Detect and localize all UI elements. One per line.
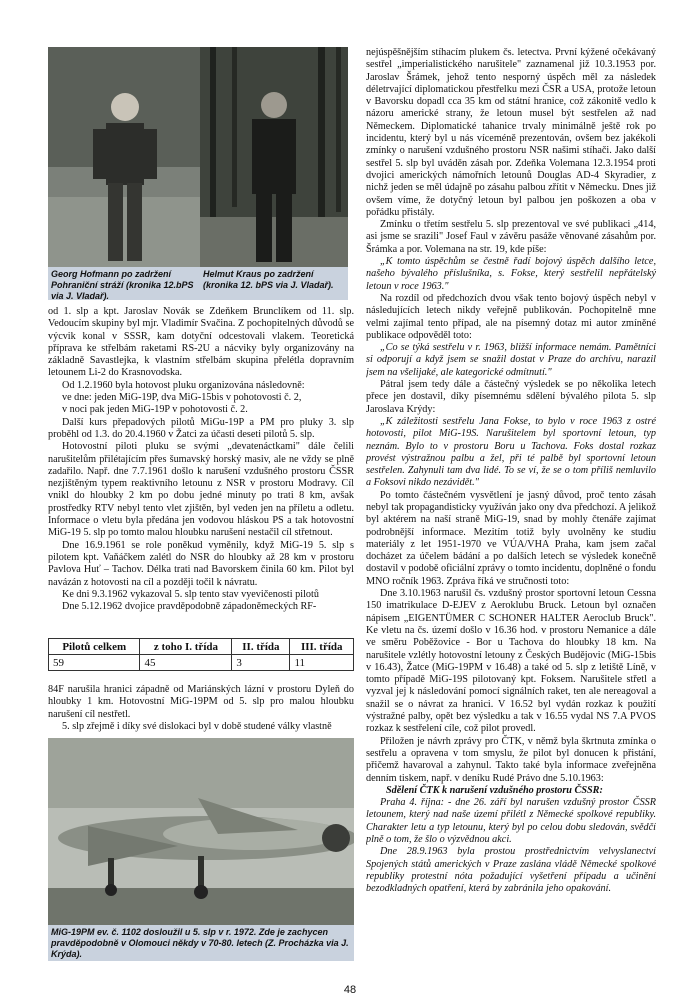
quote: Praha 4. října: - dne 26. září byl narušen vzdušný prostor ČSSR letounem, který nad naše území přilétl z Německé spolkové republiky. Charakter letu a typ letounu, který byl po celou dobu sledován, svědčí plně o tom, že šlo o výzvědnou akci. bbox=[366, 797, 656, 845]
photo-helmut-kraus bbox=[200, 47, 348, 267]
paragraph: Po tomto částečném vysvětlení je jasný důvod, proč tento zásah nebyl tak propagandisticky využíván jako ony dva předchozí. A jelikož byl aktérem na naší straně MiG-19, snad by mohly čtenáře zajímat podrobnější informace. Mezitím totiž byly uvolněny ke studiu materiály z let 1951-1970 ve VÚA/VHA Praha, kam jsem začal docházet za účelem bádání a po dalších letech se výsledek konečně dostavil v podobě oficiální zprávy o tomto incidentu, doplněné o fondu MNO ročník 1963. Zpráva říká ve stručnosti toto: bbox=[366, 489, 656, 587]
table-cell: 3 bbox=[232, 655, 290, 671]
section-heading: Sdělení ČTK k narušení vzdušného prostoru ČSSR: bbox=[386, 784, 603, 796]
caption-photo1: Georg Hofmann po zadržení Pohraniční stráží (kronika 12.bPS via J. Vladař). bbox=[48, 267, 200, 300]
table-cell: 11 bbox=[290, 655, 354, 671]
paragraph: od 1. slp a kpt. Jaroslav Novák se Zdeňkem Brunclíkem od 11. slp. Vedoucím skupiny byl mjr. Vladimír Svačina. Z pochopitelných důvodů se výcvik konal v SSSR, kam dotyční odcestovali vlakem. Teoretická příprava ke střelbám raketami RS-2U a nácviky byly organizovány na základně Savastlejka, k vlastním střelbám skupina přelétla dopravním letounem Li-2 do Krasnovodska. bbox=[48, 306, 354, 379]
quote: „K záležitosti sestřelu Jana Fokse, to bylo v roce 1963 z ostré hotovosti, pilot MiG-19S. Narušitelem byl sportovní letoun, typ neznám. Bylo to v prostoru Boru u Tachova. Foks dostal rozkaz provést výstražnou palbu a žel, při té palbě byl sportovní letoun sestřelen. Zahynuli tam dva lidé. To se ví, že se o tom příliš nemluvilo a Foksovi nikdo nezávidět." bbox=[366, 415, 656, 489]
table-header: III. třída bbox=[290, 639, 354, 655]
paragraph: 5. slp zřejmě i díky své dislokaci byl v době studené války vlastně bbox=[62, 720, 332, 732]
paragraph: Dne 3.10.1963 narušil čs. vzdušný prostor sportovní letoun Cessna 150 imatrikulace D-EJEV z Aeroklubu Bruck. Letoun byl označen nápisem „EIGENTÜMER C SCHONER HALTER Aeroclub Bruck". Ke vletu na čs. území došlo v 16.36 hod. v prostoru Nemanice a dále ve směru Poběžovice - Bor u Tachova do hloubky 18 km. Na narušitele vzlétly hotovostní letouny z Českých Budějovic (MiG-15bis v 16.43), Žatce (MiG-19PM v 16.48) a také od 5. slp z letiště Líně, v tomto případě MiG-19S pilotovaný kpt. Foksem. Narušitele střetl a vyzval jej k následování pomocí signálních raket, ten ale nereagoval a snažil se o návrat za hranici. V 16.52 byl vydán rozkaz k použití výstražné palby, opět bez výsledku a tak v 16.55 vydal NS 7.A PVOS rozkaz k sestřelení cíle, což pilot provedl. bbox=[366, 588, 656, 735]
quote: „K tomto úspěchům se čestně řadí bojový úspěch dalšího letce, našeho bývalého příslušníka, s. Fokse, který sestřelil nepřátelský letoun v roce 1963." bbox=[366, 256, 656, 292]
pilot-stats-table bbox=[48, 638, 354, 671]
table-cell: 45 bbox=[140, 655, 232, 671]
paragraph: Dne 5.12.1962 dvojice pravděpodobně západoněmeckých RF- bbox=[62, 601, 317, 613]
paragraph: Hotovostní piloti pluku se svými „devatenáctkami" dále čelili narušitelům přilétajícím přes šumavský horský masiv, ale ne vždy se plně zadařilo. Např. dne 7.7.1961 došlo k narušení vzdušného prostoru ČSSR nezjištěným typem reaktivního letounu z NSR v prostoru Modravy. Cíl vnikl do hloubky 2 km po dobu jedné minuty po trati 8 km, avšak prostředky RTV nebyl tento vlet zjištěn, byl veden jen na příletu a odletu. Informace o vletu byla předána jen vodovou hláskou PS a tak hotovostní MiG-19 5. slp po tomto malou hloubku narušení nestačil cíl střetnout. bbox=[48, 441, 354, 539]
paragraph: Dne 16.9.1961 se role poněkud vyměnily, když MiG-19 5. slp s pilotem kpt. Vaňáčkem zalétl do NSR do hloubky až 28 km v prostoru Pavlova Huť – Tachov. Délka trati nad Bavorskem činila 60 km. Pilot byl navázán z hotovosti na cíl a později točil k návratu. bbox=[48, 539, 354, 588]
table-header-row bbox=[49, 639, 354, 655]
caption-photo3: MiG-19PM ev. č. 1102 dosloužil u 5. slp v r. 1972. Zde je zachycen pravděpodobně v Olomouci někdy v 70-80. letech (Z. Procházka via J. Krýda). bbox=[48, 925, 354, 961]
paragraph: Ke dni 9.3.1962 vykazoval 5. slp tento stav vyevičenosti pilotů bbox=[62, 588, 319, 600]
quote: „Co se týká sestřelu v r. 1963, bližší informace nemám. Pamětníci si odporují a když jsem se snažil dostat v Praze do archívu, narazil jsem na všelijaké, ale kategorické odmítnutí." bbox=[366, 342, 656, 378]
table-header: Pilotů celkem bbox=[49, 639, 140, 655]
paragraph: Na rozdíl od předchozích dvou však tento bojový úspěch nebyl v následujících letech nikdy veřejně publikován. Pochopitelně mne velmi zajímal tento případ, ale na písemný dotaz mi autor zmíněné publikace odpověděl toto: bbox=[366, 292, 656, 341]
caption-photo2: Helmut Kraus po zadržení (kronika 12. bPS via J. Vladař). bbox=[200, 267, 348, 300]
table-cell: 59 bbox=[49, 655, 140, 671]
paragraph: Přiložen je návrh zprávy pro ČTK, v němž byla škrtnuta zmínka o sestřelu a opravena v tom smyslu, že pilot byl donucen k přistání, přičemž havaroval a zahynul. Takto také byla informace zveřejněna denním tiskem, např. v deníku Rudé Právo dne 5.10.1963: bbox=[366, 735, 656, 784]
table-header: z toho I. třída bbox=[140, 639, 232, 655]
left-column-bottom bbox=[48, 684, 354, 736]
right-column bbox=[366, 47, 656, 967]
left-column-top bbox=[48, 306, 354, 638]
paragraph: Další kurs přepadových pilotů MiGu-19P a PM pro pluky 3. slp proběhl od 1.3. do 20.4.1960 v Žatci za účasti deseti pilotů 5. slp. bbox=[48, 416, 354, 440]
photo-mig19pm bbox=[48, 738, 354, 925]
paragraph: 84F narušila hranici západně od Mariánských lázní v prostoru Dyleň do hloubky 1 km. Hotovostní MiG-19PM od 5. slp pro malou hloubku narušení cíl nestřetl. bbox=[48, 684, 354, 720]
paragraph: ve dne: jeden MiG-19P, dva MiG-15bis v pohotovosti č. 2, bbox=[62, 392, 302, 404]
paragraph: Od 1.2.1960 byla hotovost pluku organizována následovně: bbox=[62, 379, 305, 391]
table-header: II. třída bbox=[232, 639, 290, 655]
table-row bbox=[49, 655, 354, 671]
paragraph: v noci pak jeden MiG-19P v pohotovosti č. 2. bbox=[62, 404, 248, 416]
paragraph: Pátral jsem tedy dále a částečný výsledek se po několika letech přece jen dostavil, díky písemnému sdělení bývalého pilota 5. slp Jaroslava Krýdy: bbox=[366, 379, 656, 415]
paragraph: Zmínku o třetím sestřelu 5. slp prezentoval ve své publikaci „414, asi jsme se srazili" Josef Faul v závěru pasáže věnované zásahům por. Šrámka a por. Volemana na str. 19, kde píše: bbox=[366, 219, 656, 255]
quote: Dne 28.9.1963 byla prostou prostřednictvím velvyslanectví Spojených států amerických v Praze zaslána vládě Německé spolkové republiky protestní nóta požadující vyšetření případu a učinění bezodkladných opatření, která by zabránila jeho opakování. bbox=[366, 846, 656, 895]
page-number: 48 bbox=[343, 984, 357, 996]
photo-georg-hofmann bbox=[48, 47, 200, 267]
paragraph: nejúspěšnějším stíhacím plukem čs. letectva. První kýžené očekávaný sestřel „imperialistického narušitele" zaznamenal již 10.3.1953 por. Jaroslav Šrámek, jehož tento nesporný úspěch měl za následek déletrvající diplomatickou přestřelku mezi ČSR a USA, protože letoun v Bavorsku dopadl cca 35 km od státní hranice, což zákonitě vedlo k názoru americké strany, že letoun musel být sestřelen až nad Německem. Diplomatické tahanice trvaly minimálně ještě rok po incidentu, který byl u nás víceméně prezentován, ovšem bez jakékoli zmínky o narušení vzdušného prostoru NSR našimi stíhači. Jako další sestřel 5. slp byl uváděn zásah por. Zdeňka Volemana 12.3.1954 proti dvojici amerických námořních letounů Douglas AD-4 Skyradier, z nichž jeden se měl údajně po zásahu palbou zřítit v Německu. Dnes již ovšem víme, že dotyčný letoun byl palbou jen poškozen a oba v pořádku přistály. bbox=[366, 47, 656, 218]
